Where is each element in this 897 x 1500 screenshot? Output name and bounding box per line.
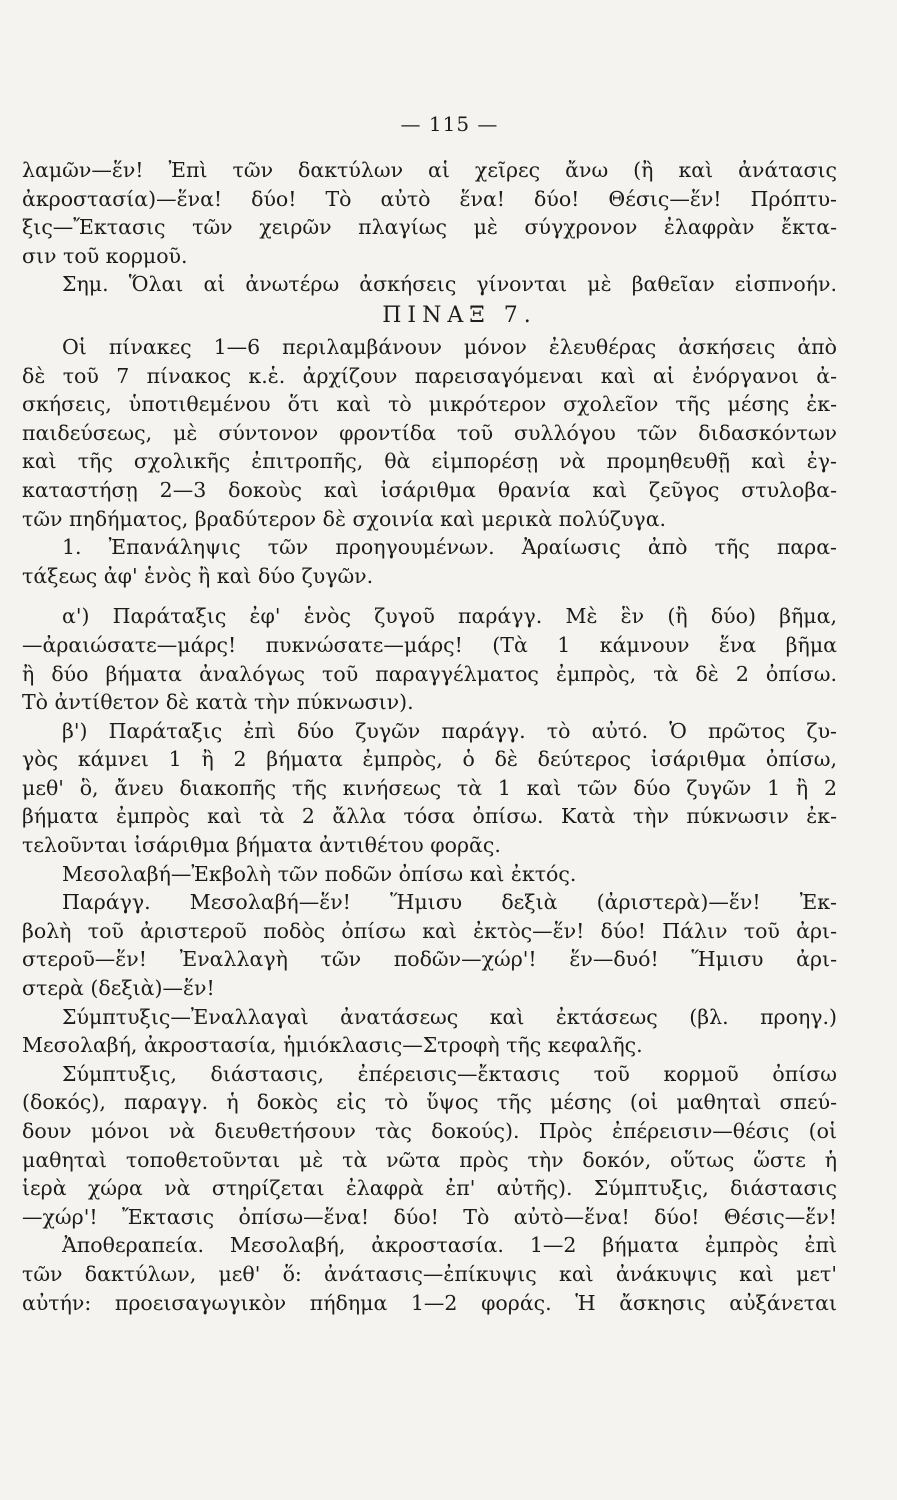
text-line: τῶν δακτύλων, μεθ' ὅ: ἀνάτασις—ἐπίκυψις καὶ ἀνάκυψις καὶ μετ' xyxy=(22,1261,837,1286)
text-line: γὸς κάμνει 1 ἢ 2 βήματα ἐμπρὸς, ὁ δὲ δεύτερος ἰσάριθμα ὀπίσω, xyxy=(22,747,837,772)
text-line: —χώρ'! Ἔκτασις ὀπίσω—ἕνα! δύο! Τὸ αὐτὸ—ἕνα! δύο! Θέσις—ἕν! xyxy=(22,1204,837,1229)
text-line: μεθ' ὃ, ἄνευ διακοπῆς τῆς κινήσεως τὰ 1 καὶ τῶν δύο ζυγῶν 1 ἢ 2 xyxy=(22,775,837,800)
text-line: στεροῦ—ἕν! Ἐναλλαγὴ τῶν ποδῶν—χώρ'! ἕν—δυό! Ἥμισυ ἀρι- xyxy=(22,947,837,972)
text-line: σκήσεις, ὑποτιθεμένου ὅτι καὶ τὸ μικρότερον σχολεῖον τῆς μέσης ἐκ- xyxy=(22,392,837,417)
text-line: λαμῶν—ἕν! Ἐπὶ τῶν δακτύλων αἱ χεῖρες ἄνω (ἢ καὶ ἀνάτασις xyxy=(22,158,837,182)
text-line: —ἀραιώσατε—μάρς! πυκνώσατε—μάρς! (Τὰ 1 κάμνουν ἕνα βῆμα xyxy=(22,632,837,657)
text-line: Οἱ πίνακες 1—6 περιλαμβάνουν μόνον ἐλευθέρας ἀσκήσεις ἀπὸ xyxy=(62,334,837,359)
text-line: ξις—Ἔκτασις τῶν χειρῶν πλαγίως μὲ σύγχρονον ἐλαφρὰν ἔκτα- xyxy=(22,215,837,240)
text-line: β') Παράταξις ἐπὶ δύο ζυγῶν παράγγ. τὸ αὐτό. Ὁ πρῶτος ζυ- xyxy=(62,718,837,743)
text-line: 1. Ἐπανάληψις τῶν προηγουμένων. Ἀραίωσις ἀπὸ τῆς παρα- xyxy=(62,535,837,560)
text-line: ἱερὰ χώρα νὰ στηρίζεται ἐλαφρὰ ἐπ' αὐτῆς). Σύμπτυξις, διάστασις xyxy=(22,1176,837,1201)
text-line: μαθηταὶ τοποθετοῦνται μὲ τὰ νῶτα πρὸς τὴν δοκόν, οὕτως ὥστε ἡ xyxy=(22,1147,837,1172)
text-line: Τὸ ἀντίθετον δὲ κατὰ τὴν πύκνωσιν). xyxy=(22,690,414,715)
text-line: σιν τοῦ κορμοῦ. xyxy=(22,243,188,268)
text-line: καὶ τῆς σχολικῆς ἐπιτροπῆς, θὰ εἰμπορέσῃ νὰ προμηθευθῇ καὶ ἐγ- xyxy=(22,449,837,474)
text-line: βήματα ἐμπρὸς καὶ τὰ 2 ἄλλα τόσα ὀπίσω. Κατὰ τὴν πύκνωσιν ἐκ- xyxy=(22,804,837,829)
paragraph-gap xyxy=(22,590,837,602)
text-line: τελοῦνται ἰσάριθμα βήματα ἀντιθέτου φορᾶς. xyxy=(22,833,501,858)
text-line: ἀκροστασία)—ἕνα! δύο! Τὸ αὐτὸ ἕνα! δύο! Θέσις—ἕν! Πρόπτυ- xyxy=(22,186,837,211)
text-line: Σύμπτυξις, διάστασις, ἐπέρεισις—ἔκτασις τοῦ κορμοῦ ὀπίσω xyxy=(62,1061,837,1086)
text-line: τάξεως ἀφ' ἑνὸς ἢ καὶ δύο ζυγῶν. xyxy=(22,563,374,588)
text-line: Σημ. Ὅλαι αἱ ἀνωτέρω ἀσκήσεις γίνονται μὲ βαθεῖαν εἰσπνοήν. xyxy=(62,272,837,297)
text-line: τῶν πηδήματος, βραδύτερον δὲ σχοινία καὶ μερικὰ πολύζυγα. xyxy=(22,506,667,531)
text-line: ἢ δύο βήματα ἀναλόγως τοῦ παραγγέλματος ἐμπρὸς, τὰ δὲ 2 ὀπίσω. xyxy=(22,661,837,686)
text-line: Σύμπτυξις—Ἐναλλαγαὶ ἀνατάσεως καὶ ἐκτάσεως (βλ. προηγ.) xyxy=(62,1004,837,1029)
page-text xyxy=(22,156,837,1317)
text-line: βολὴ τοῦ ἀριστεροῦ ποδὸς ὀπίσω καὶ ἐκτὸς—ἕν! δύο! Πάλιν τοῦ ἀρι- xyxy=(22,918,837,943)
text-line: παιδεύσεως, μὲ σύντονον φροντίδα τοῦ συλλόγου τῶν διδασκόντων xyxy=(22,420,837,445)
text-line: Μεσολαβή—Ἐκβολὴ τῶν ποδῶν ὀπίσω καὶ ἐκτός. xyxy=(62,861,577,886)
text-line: δὲ τοῦ 7 πίνακος κ.ἑ. ἀρχίζουν παρεισαγόμεναι καὶ αἱ ἐνόργανοι ἀ- xyxy=(22,363,837,388)
text-line: στερὰ (δεξιὰ)—ἕν! xyxy=(22,976,215,1001)
text-line: α') Παράταξις ἐφ' ἑνὸς ζυγοῦ παράγγ. Μὲ ἓν (ἢ δύο) βῆμα, xyxy=(62,604,837,629)
page-number: — 115 — xyxy=(400,112,499,136)
text-line: αὐτήν: προεισαγωγικὸν πήδημα 1—2 φοράς. Ἡ ἄσκησις αὐξάνεται xyxy=(22,1290,837,1315)
text-line: (δοκός), παραγγ. ἡ δοκὸς εἰς τὸ ὕψος τῆς μέσης (οἱ μαθηταὶ σπεύ- xyxy=(22,1090,837,1115)
text-line: καταστήσῃ 2—3 δοκοὺς καὶ ἰσάριθμα θρανία καὶ ζεῦγος στυλοβα- xyxy=(22,477,837,502)
text-line: Παράγγ. Μεσολαβή—ἕν! Ἥμισυ δεξιὰ (ἀριστερὰ)—ἕν! Ἐκ- xyxy=(62,890,837,915)
text-line: Ἀποθεραπεία. Μεσολαβή, ἀκροστασία. 1—2 βήματα ἐμπρὸς ἐπὶ xyxy=(62,1233,837,1258)
text-line: δουν μόνοι νὰ διευθετήσουν τὰς δοκούς). Πρὸς ἐπέρεισιν—θέσις (οἱ xyxy=(22,1119,837,1143)
text-line: Μεσολαβή, ἀκροστασία, ἡμιόκλασις—Στροφὴ τῆς κεφαλῆς. xyxy=(22,1033,643,1058)
section-heading: ΠΙΝΑΞ 7. xyxy=(382,302,537,328)
